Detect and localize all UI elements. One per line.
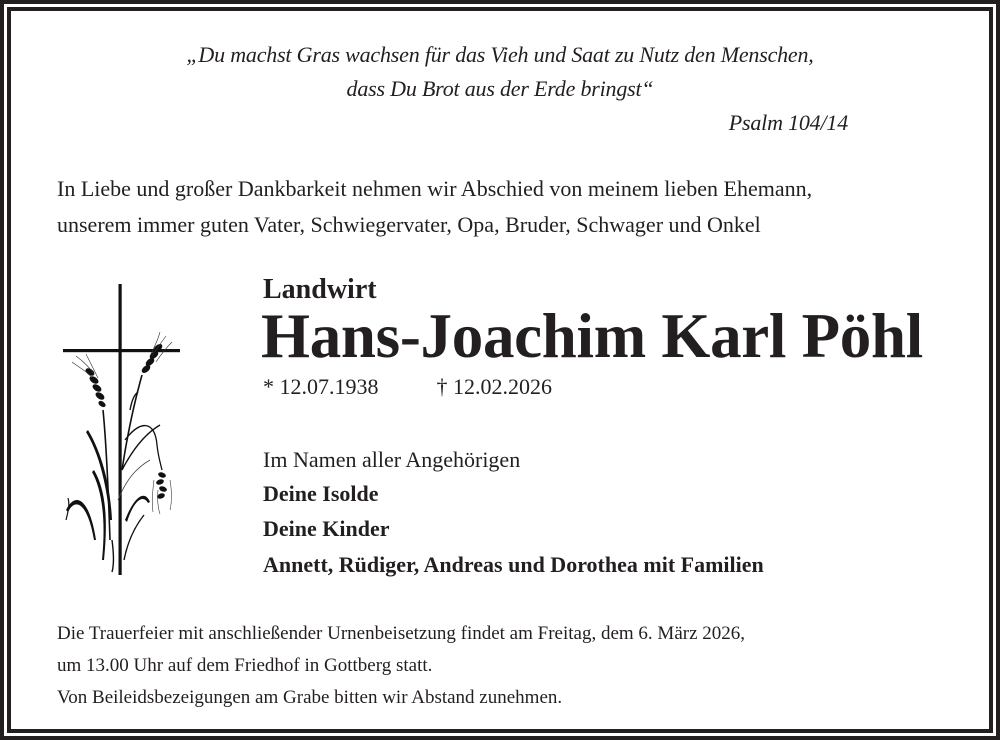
mourner-name: Deine Isolde [263,481,379,506]
mourners-intro: Im Namen aller Angehörigen [263,447,521,472]
funeral-info-line-1: Die Trauerfeier mit anschließender Urnenbeisetzung findet am Freitag, dem 6. März 2026, [57,623,746,644]
cross-with-wheat-icon [60,280,190,580]
bible-quote-source: Psalm 104/14 [728,110,848,135]
deceased-profession: Landwirt [263,274,377,305]
intro-text-line-1: In Liebe und großer Dankbarkeit nehmen wir Abschied von meinem lieben Ehemann, [57,176,813,201]
mourner-name: Deine Kinder [263,516,390,541]
bible-quote-line-2: dass Du Brot aus der Erde bringst“ [346,76,654,101]
bible-quote-line-1: „Du machst Gras wachsen für das Vieh und Saat zu Nutz den Menschen, [186,42,814,67]
mourner-name: Annett, Rüdiger, Andreas und Dorothea mit Familien [263,552,764,577]
birth-date: * 12.07.1938 [263,374,379,399]
funeral-info-line-2: um 13.00 Uhr auf dem Friedhof in Gottberg statt. [57,655,433,676]
deceased-name: Hans-Joachim Karl Pöhl [261,301,923,371]
intro-text-line-2: unserem immer guten Vater, Schwiegervater, Opa, Bruder, Schwager und Onkel [57,212,761,237]
death-date: † 12.02.2026 [436,374,552,399]
funeral-info-line-3: Von Beileidsbezeigungen am Grabe bitten wir Abstand zunehmen. [57,687,563,708]
life-dates [263,370,552,404]
